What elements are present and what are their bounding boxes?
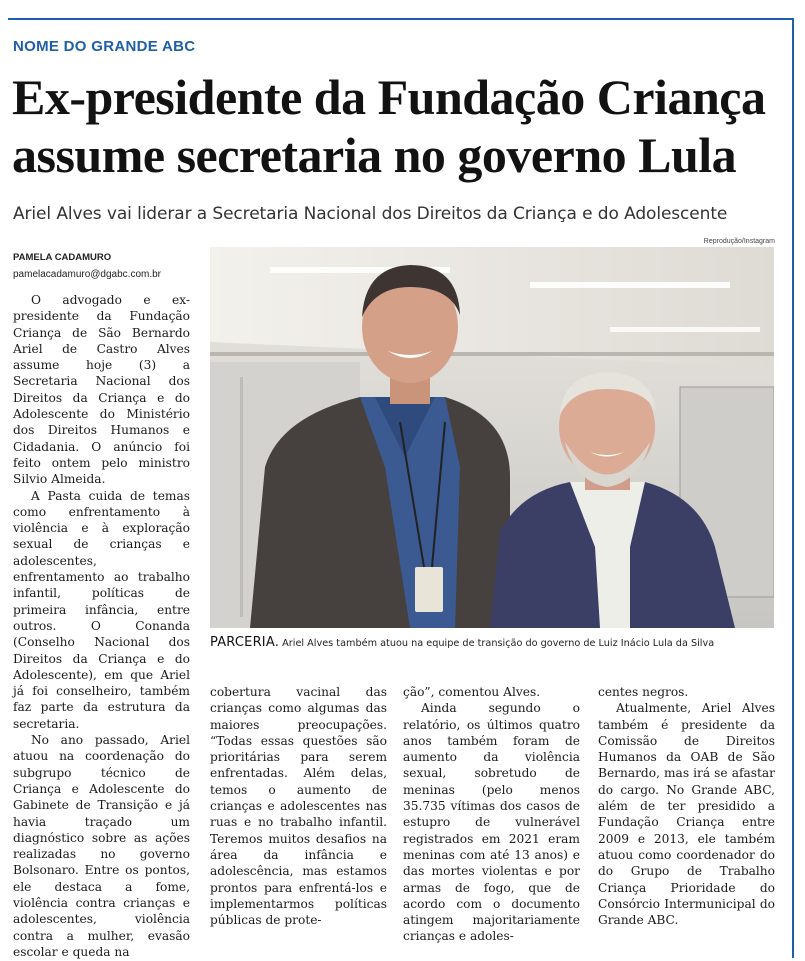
article-column-1 bbox=[13, 292, 190, 960]
article-headline: Ex-presidente da Fundação Criança assume secretaria no governo Lula bbox=[12, 69, 766, 183]
section-kicker: NOME DO GRANDE ABC bbox=[13, 38, 196, 55]
paragraph-5: Atualmente, Ariel Alves também é presidente da Comissão de Direitos Humanos da OAB de São Bernardo, mas irá se afastar do cargo. No Grande ABC, além de ter presidido a Fundação Criança entre 2009 e 2013, ele também atuou como coordenador do do Grupo de Trabalho Criança Prioridade do Consórcio Intermunicipal do Grande ABC. bbox=[598, 701, 775, 928]
paragraph-4-end: centes negros. bbox=[598, 685, 689, 699]
article-column-3 bbox=[403, 684, 580, 945]
photo-credit: Reprodução/Instagram bbox=[703, 238, 775, 245]
author-name: PAMELA CADAMURO bbox=[13, 252, 112, 263]
article-column-4 bbox=[598, 684, 775, 928]
press-photo bbox=[210, 247, 774, 628]
article-column-2 bbox=[210, 684, 387, 928]
paragraph-4: Ainda segundo o relatório, os últimos quatro anos também foram de aumento da violência sexual, sobretudo de meninas (pelo menos 35.735 vítimas dos casos de estupro de vulnerável registrados em 2021 eram meninas com até 13 anos) e das mortes violentas e por armas de fogo, que de acordo com o documento atingem majoritariamente crianças e adoles- bbox=[403, 701, 580, 944]
paragraph-2: A Pasta cuida de temas como enfrentamento à violência e à exploração sexual de crianças e adolescentes, enfrentamento ao trabalho infantil, políticas de primeira infância, entre outros. O Conanda (Conselho Nacional dos Direitos da Criança e do Adolescente), em que Ariel já foi conselheiro, também faz parte da estrutura da secretaria. bbox=[13, 488, 190, 731]
caption-label: PARCERIA. bbox=[210, 635, 280, 650]
author-email: pamelacadamuro@dgabc.com.br bbox=[13, 269, 162, 280]
article-subtitle: Ariel Alves vai liderar a Secretaria Nacional dos Direitos da Criança e do Adolescente bbox=[13, 204, 728, 224]
paragraph-3-continued: cobertura vacinal das crianças como algumas das maiores preocupações. “Todas essas questões são prioritárias para serem enfrentadas. Além delas, temos o aumento de crianças e adolescentes nas ruas e no trabalho infantil. Teremos muitos desafios na área da infância e adolescência, mas estamos prontos para enfrentá-los e implementarmos políticas públicas de prote- bbox=[210, 685, 387, 928]
photo-illustration bbox=[210, 247, 774, 628]
caption-text: Ariel Alves também atuou na equipe de transição do governo de Luiz Inácio Lula da Silva bbox=[282, 638, 715, 649]
paragraph-3-end: ção”, comentou Alves. bbox=[403, 685, 541, 699]
paragraph-1: O advogado e ex-presidente da Fundação Criança de São Bernardo Ariel de Castro Alves assume hoje (3) a Secretaria Nacional dos Direitos da Criança e do Adolescente do Ministério dos Direitos Humanos e Cidadania. O anúncio foi feito ontem pelo ministro Silvio Almeida. bbox=[13, 293, 190, 487]
photo-caption bbox=[210, 635, 790, 650]
paragraph-3: No ano passado, Ariel atuou na coordenação do subgrupo técnico de Criança e Adolescente do Gabinete de Transição e já havia traçado um diagnóstico sobre as ações realizadas no governo Bolsonaro. Entre os pontos, ele destaca a fome, violência contra crianças e adolescentes, violência contra a mulher, evasão escolar e queda na bbox=[13, 733, 190, 959]
